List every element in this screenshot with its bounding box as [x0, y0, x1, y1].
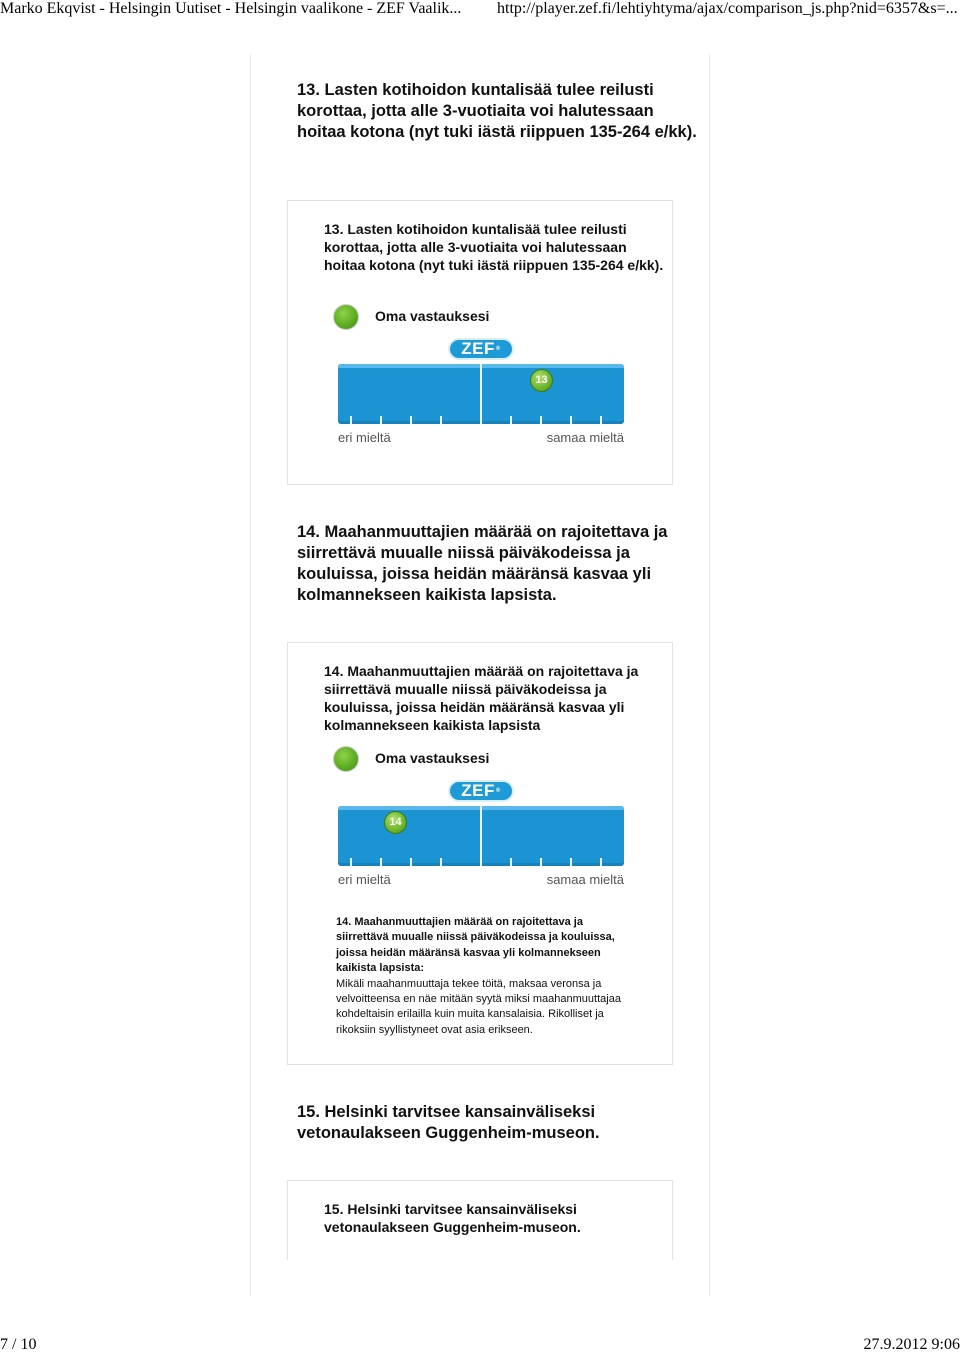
scale-label-agree: samaa mieltä	[546, 430, 624, 445]
question-15-card	[287, 1180, 673, 1260]
scale-tick	[350, 416, 352, 424]
page-title: Marko Ekqvist - Helsingin Uutiset - Helsingin vaalikone - ZEF Vaalik...	[0, 0, 462, 17]
scale-midline	[480, 364, 482, 424]
question-13-card	[287, 200, 673, 485]
scale-tick	[440, 416, 442, 424]
scale-tick	[570, 416, 572, 424]
print-header	[0, 0, 960, 18]
scale-label-disagree: eri mieltä	[338, 430, 391, 445]
answer-marker: 14	[384, 811, 407, 834]
own-answer-dot-icon	[333, 304, 359, 330]
candidate-comment	[336, 915, 636, 1038]
comment-question: 14. Maahanmuuttajien määrää on rajoitettava ja siirrettävä muualle niissä päiväkodeissa ja kouluissa, joissa heidän määränsä kasvaa yli kolmannekseen kaikista lapsista:	[336, 916, 615, 975]
question-14-card	[287, 642, 673, 1065]
print-datetime: 27.9.2012 9:06	[863, 1336, 960, 1353]
page-url: http://player.zef.fi/lehtiyhtyma/ajax/comparison_js.php?nid=6357&s=...	[497, 0, 958, 17]
scale-tick	[410, 858, 412, 866]
scale-label-disagree: eri mieltä	[338, 872, 391, 887]
scale-tick	[410, 416, 412, 424]
scale-tick	[570, 858, 572, 866]
scale-tick	[440, 858, 442, 866]
scale-tick	[540, 858, 542, 866]
zef-logo-icon: ZEF®	[448, 338, 514, 360]
answer-scale	[338, 780, 624, 890]
answer-scale	[338, 338, 624, 448]
scale-midline	[480, 806, 482, 866]
scale-tick	[510, 858, 512, 866]
answer-marker: 13	[530, 369, 553, 392]
print-footer	[0, 1336, 960, 1354]
scale-label-agree: samaa mieltä	[546, 872, 624, 887]
zef-logo-icon: ZEF®	[448, 780, 514, 802]
question-15-card-title: 15. Helsinki tarvitsee kansainväliseksi vetonaulakseen Guggenheim-museon.	[324, 1201, 581, 1235]
page-number: 7 / 10	[0, 1336, 37, 1353]
scale-tick	[510, 416, 512, 424]
question-14-heading: 14. Maahanmuuttajien määrää on rajoitettava ja siirrettävä muualle niissä päiväkodeissa ja kouluissa, joissa heidän määränsä kasvaa yli kolmannekseen kaikista lapsista.	[297, 523, 668, 604]
scale-tick	[540, 416, 542, 424]
scale-tick	[350, 858, 352, 866]
question-13-card-title: 13. Lasten kotihoidon kuntalisää tulee reilusti korottaa, jotta alle 3-vuotiaita voi halutessaan hoitaa kotona (nyt tuki iästä riippuen 135-264 e/kk).	[324, 221, 664, 273]
scale-tick	[600, 416, 602, 424]
scale-bar	[338, 364, 624, 424]
legend-label: Oma vastauksesi	[375, 750, 490, 766]
scale-tick	[600, 858, 602, 866]
scale-bar	[338, 806, 624, 866]
own-answer-dot-icon	[333, 746, 359, 772]
comment-text: Mikäli maahanmuuttaja tekee töitä, maksaa veronsa ja velvoitteensa en näe mitään syytä miksi maahanmuuttajaa kohdeltaisin erilailla kuin muita kansalaisia. Rikolliset ja rikoksiin syyllistyneet ovat asia erikseen.	[336, 977, 621, 1036]
legend-label: Oma vastauksesi	[375, 308, 490, 324]
scale-tick	[380, 416, 382, 424]
question-14-card-title: 14. Maahanmuuttajien määrää on rajoitettava ja siirrettävä muualle niissä päiväkodeissa ja kouluissa, joissa heidän määränsä kasvaa yli kolmannekseen kaikista lapsista	[324, 663, 639, 733]
question-15-heading: 15. Helsinki tarvitsee kansainväliseksi vetonaulakseen Guggenheim-museon.	[297, 1103, 600, 1142]
question-13-heading: 13. Lasten kotihoidon kuntalisää tulee reilusti korottaa, jotta alle 3-vuotiaita voi halutessaan hoitaa kotona (nyt tuki iästä riippuen 135-264 e/kk).	[297, 81, 697, 141]
scale-tick	[380, 858, 382, 866]
